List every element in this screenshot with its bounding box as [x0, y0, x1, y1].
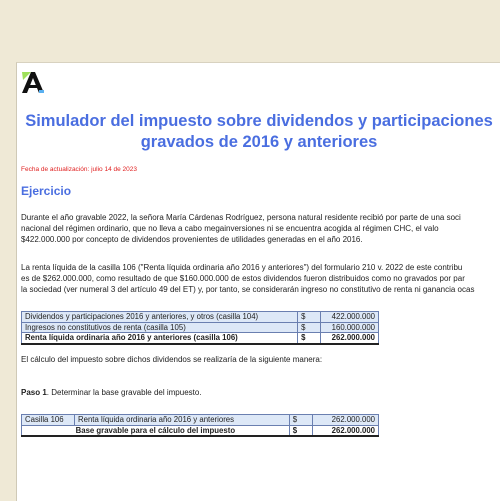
document-page	[16, 62, 500, 501]
table-row	[22, 415, 379, 426]
step-1-label: Paso 1	[21, 388, 47, 397]
paragraph-2-line1: La renta líquida de la casilla 106 ("Renta líquida ordinaria año 2016 y anteriores") del formulario 210 v. 2022 de este contribu	[21, 263, 463, 272]
page-title-line1: Simulador del impuesto sobre dividendos y participaciones	[25, 112, 493, 130]
paragraph-1-line2: nacional del régimen ordinario, que no lleva a cabo megainversiones ni se encuentra acogida al régimen CHC, el valo	[21, 223, 439, 233]
table-row	[22, 322, 379, 333]
row-currency: $	[298, 312, 321, 323]
row-currency: $	[298, 322, 321, 333]
row-label: Base gravable para el cálculo del impuesto	[22, 425, 290, 436]
page-title	[17, 111, 500, 153]
row-currency: $	[289, 425, 312, 436]
brand-a-logo-icon	[19, 69, 45, 95]
row-value: 160.000.000	[321, 322, 379, 333]
paragraph-1	[21, 213, 461, 245]
row-value: 262.000.000	[312, 425, 378, 436]
row-value: 262.000.000	[321, 333, 379, 344]
page-title-line2: gravados de 2016 y anteriores	[140, 133, 378, 151]
paragraph-1-line1: Durante el año gravable 2022, la señora María Cárdenas Rodríguez, persona natural residente recibió por parte de una soci	[21, 213, 461, 222]
row-currency: $	[289, 415, 312, 426]
row-label: Renta líquida ordinaria año 2016 y anteriores	[75, 415, 290, 426]
paragraph-1-line3: $422.000.000 por concepto de dividendos provenientes de utilidades generadas en el año 2016.	[21, 234, 363, 244]
step-1	[21, 388, 202, 399]
paragraph-3: El cálculo del impuesto sobre dichos dividendos se realizaría de la siguiente manera:	[21, 355, 323, 364]
paragraph-2-line3: la sociedad (ver numeral 3 del artículo 49 del ET) y, por tanto, se considerarán ingreso no constitutivo de renta ni ganancia ocas	[21, 284, 475, 294]
row-label: Renta líquida ordinaria año 2016 y anteriores (casilla 106)	[22, 333, 298, 344]
update-date: Fecha de actualización: julio 14 de 2023	[21, 166, 137, 173]
section-title: Ejercicio	[21, 184, 72, 198]
income-table	[21, 311, 379, 345]
table-row	[22, 312, 379, 323]
row-currency: $	[298, 333, 321, 344]
table-row-total	[22, 425, 379, 436]
tax-base-table	[21, 414, 379, 437]
table-row-total	[22, 333, 379, 344]
row-label: Dividendos y participaciones 2016 y anteriores, y otros (casilla 104)	[22, 312, 298, 323]
paragraph-2	[21, 263, 474, 295]
row-box: Casilla 106	[22, 415, 75, 426]
step-1-text: . Determinar la base gravable del impuesto.	[46, 388, 202, 397]
row-value: 422.000.000	[321, 312, 379, 323]
row-value: 262.000.000	[312, 415, 378, 426]
row-label: Ingresos no constitutivos de renta (casilla 105)	[22, 322, 298, 333]
paragraph-2-line2: es de $262.000.000, como resultado de que $160.000.000 de estos dividendos fueron distribuidos como no gravados por par	[21, 273, 465, 283]
